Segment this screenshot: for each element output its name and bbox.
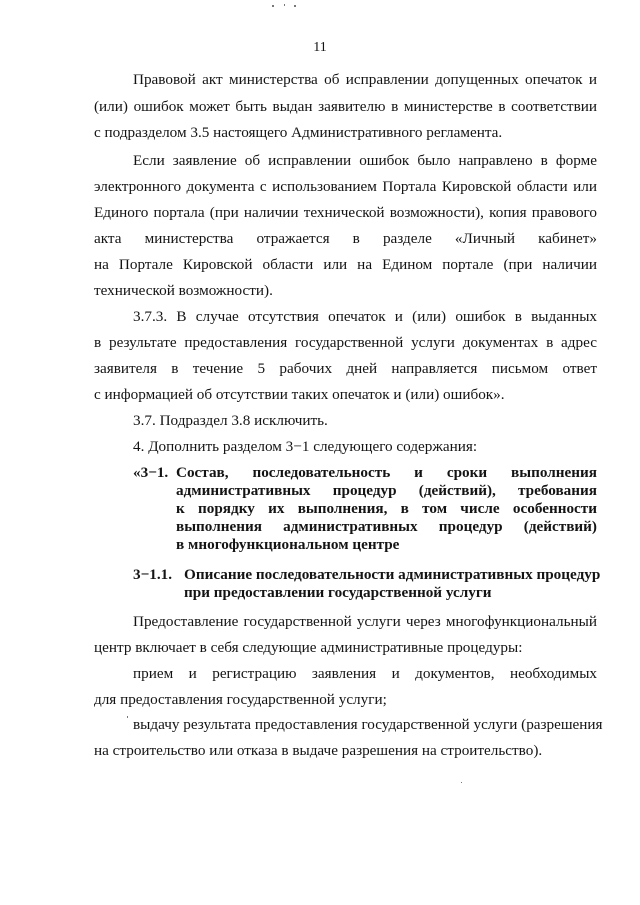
text-line: Предоставление государственной услуги через многофункциональный: [133, 613, 597, 630]
text-line: 3.7. Подраздел 3.8 исключить.: [133, 412, 328, 429]
heading-line: Описание последовательности административных процедур: [184, 566, 601, 583]
heading-line: в многофункциональном центре: [176, 536, 400, 553]
text-line: с информацией об отсутствии таких опечаток и (или) ошибок».: [94, 386, 505, 403]
text-line: с подразделом 3.5 настоящего Административного регламента.: [94, 124, 503, 141]
text-line: прием и регистрацию заявления и документов, необходимых: [133, 665, 597, 682]
text-line: акта министерства отражается в разделе «Личный кабинет»: [94, 230, 597, 247]
heading-line: выполнения административных процедур (действий): [176, 518, 597, 535]
text-line: Единого портала (при наличии технической возможности), копия правового: [94, 204, 597, 221]
text-line: технической возможности).: [94, 282, 273, 299]
heading-line: при предоставлении государственной услуги: [184, 584, 492, 601]
text-line: выдачу результата предоставления государственной услуги (разрешения: [133, 716, 603, 733]
scan-speck: [272, 5, 274, 7]
scan-speck: [461, 782, 462, 783]
text-line: для предоставления государственной услуги;: [94, 691, 387, 708]
scan-speck: [294, 5, 296, 7]
heading-line: административных процедур (действий), требования: [176, 482, 597, 499]
text-line: на Портале Кировской области или на Едином портале (при наличии: [94, 256, 597, 273]
text-line: 3.7.3. В случае отсутствия опечаток и (или) ошибок в выданных: [133, 308, 597, 325]
text-line: заявителя в течение 5 рабочих дней направляется письмом ответ: [94, 360, 597, 377]
scan-speck: [284, 4, 285, 6]
heading-number: 3−1.1.: [133, 566, 173, 583]
text-line: Правовой акт министерства об исправлении допущенных опечаток и: [133, 71, 597, 88]
text-line: на строительство или отказа в выдаче разрешения на строительство).: [94, 742, 543, 759]
text-line: центр включает в себя следующие административные процедуры:: [94, 639, 523, 656]
heading-line: Состав, последовательность и сроки выполнения: [176, 464, 597, 481]
scan-speck: [127, 716, 128, 718]
text-line: (или) ошибок может быть выдан заявителю в министерстве в соответствии: [94, 98, 597, 115]
text-line: 4. Дополнить разделом 3−1 следующего содержания:: [133, 438, 478, 455]
page-number: 11: [313, 40, 327, 55]
text-line: в результате предоставления государственной услуги документах в адрес: [94, 334, 597, 351]
heading-number: «3−1.: [133, 464, 169, 481]
text-line: электронного документа с использованием Портала Кировской области или: [94, 178, 597, 195]
text-line: Если заявление об исправлении ошибок было направлено в форме: [133, 152, 597, 169]
heading-line: к порядку их выполнения, в том числе особенности: [176, 500, 597, 517]
